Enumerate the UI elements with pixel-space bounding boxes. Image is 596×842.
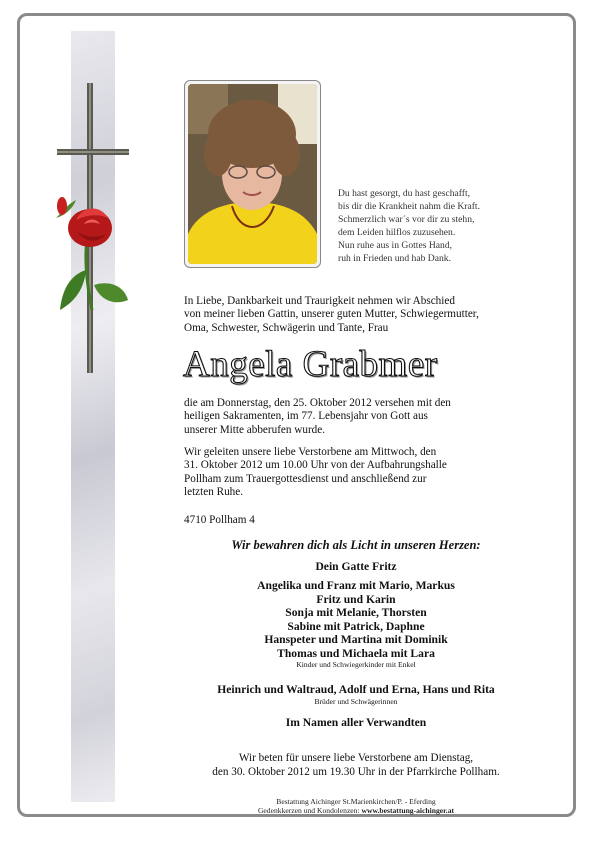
address-text: 4710 Pollham 4 xyxy=(184,514,255,526)
children-item: Angelika und Franz mit Mario, Markus xyxy=(257,579,455,592)
siblings-line: Heinrich und Waltraud, Adolf und Erna, Hans und Rita xyxy=(217,683,495,696)
children-caption: Kinder und Schwiegerkinder mit Enkel xyxy=(296,660,416,669)
memorial-poem: Du hast gesorgt, du hast geschafft, bis dir die Krankheit nahm die Kraft. Schmerzlich war´s vor dir zu stehn, dem Leiden hilflos zuzusehen. Nun ruhe aus in Gottes Hand, ruh in Frieden und hab Dank. xyxy=(338,188,480,264)
death-notice-text: die am Donnerstag, den 25. Oktober 2012 versehen mit den heiligen Sakramenten, im 77. Lebensjahr von Gott aus unserer Mitte abberufen wurde. xyxy=(184,397,451,436)
cross-rose-icon xyxy=(48,80,138,380)
footer-line: Bestattung Aichinger St.Marienkirchen/P. - Eferding xyxy=(276,797,436,806)
footer xyxy=(160,797,552,816)
children-item: Fritz und Karin xyxy=(316,592,396,606)
intro-text: In Liebe, Dankbarkeit und Traurigkeit nehmen wir Abschied von meiner lieben Gattin, unserer guten Mutter, Schwiegermutter, Oma, Schwester, Schwägerin und Tante, Frau xyxy=(184,295,479,334)
siblings-caption: Brüder und Schwägerinnen xyxy=(314,697,398,706)
deceased-name: Angela Grabmer xyxy=(183,344,438,385)
footer-website-link[interactable]: www.bestattung-aichinger.at xyxy=(361,806,455,816)
spouse-line: Dein Gatte Fritz xyxy=(315,560,397,573)
children-item: Sonja mit Melanie, Thorsten xyxy=(285,606,427,620)
funeral-text: Wir geleiten unsere liebe Verstorbene am Mittwoch, den 31. Oktober 2012 um 10.00 Uhr von der Aufbahrungshalle Pollham zum Trauergottesdienst und anschließend zur letzten Ruhe. xyxy=(184,446,447,499)
footer-line xyxy=(160,806,552,815)
portrait-photo xyxy=(184,80,321,268)
service-text: Wir beten für unsere liebe Verstorbene am Dienstag, den 30. Oktober 2012 um 19.30 Uhr in der Pfarrkirche Pollham. xyxy=(212,752,500,778)
relatives-line: Im Namen aller Verwandten xyxy=(285,716,427,729)
children-item: Hanspeter und Martina mit Dominik xyxy=(264,633,448,647)
children-item: Sabine mit Patrick, Daphne xyxy=(287,619,425,633)
portrait-image xyxy=(188,84,317,264)
motto: Wir bewahren dich als Licht in unseren Herzen: xyxy=(231,538,481,552)
children-list xyxy=(160,579,552,661)
children-item: Thomas und Michaela mit Lara xyxy=(277,646,435,660)
footer-prefix: Gedenkkerzen und Kondolenzen: xyxy=(257,806,362,816)
